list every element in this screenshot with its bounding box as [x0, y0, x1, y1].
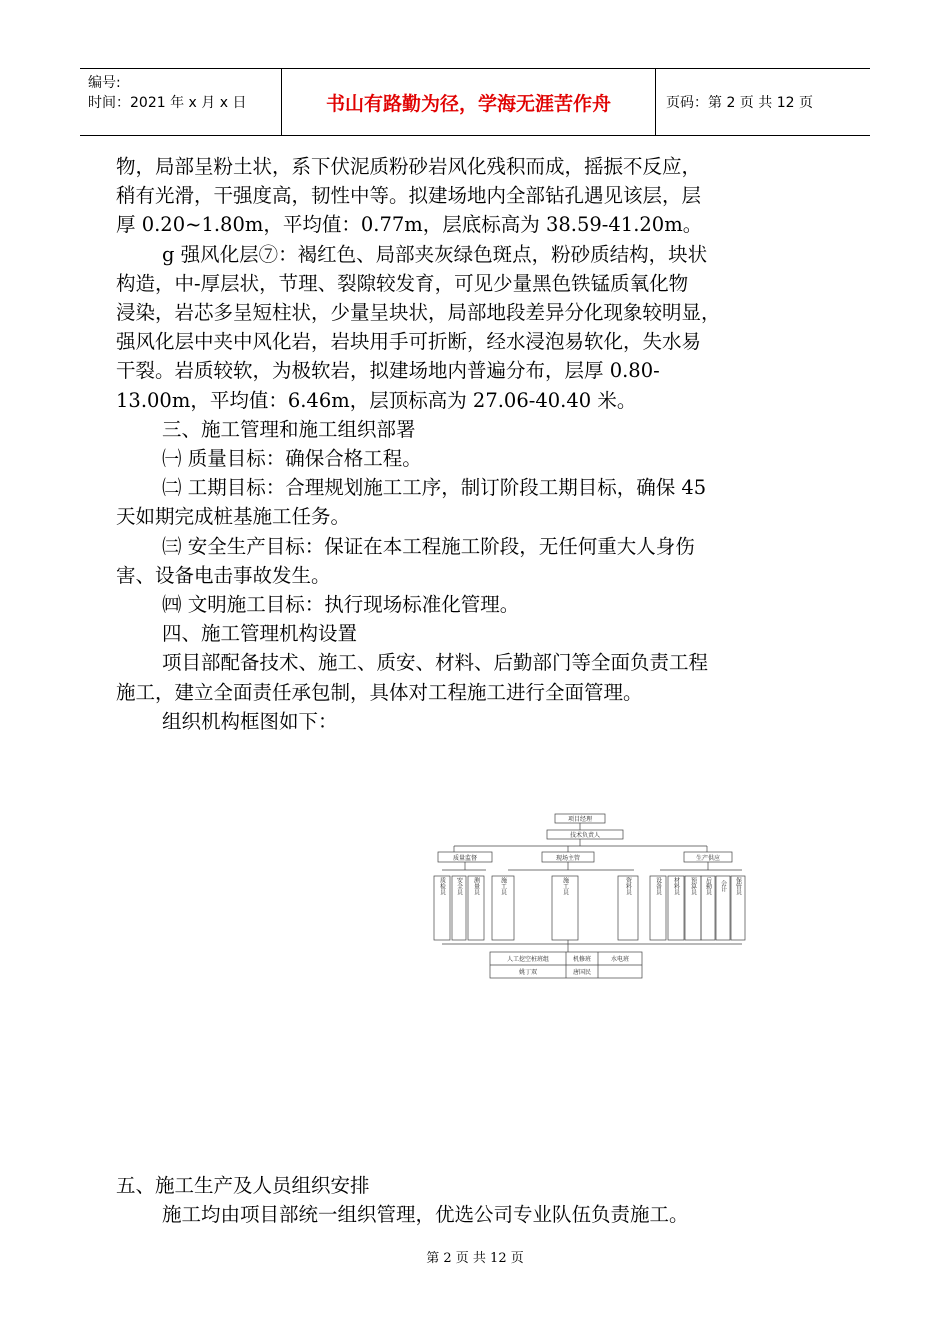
section-heading: 四、施工管理机构设置	[162, 622, 358, 646]
org-role-label: 测量员	[472, 877, 480, 895]
body-line: 物，局部呈粉土状，系下伏泥质粉砂岩风化残积而成，摇振不反应，	[116, 155, 702, 178]
org-group-label: 现场主管	[555, 855, 581, 862]
body-line: 构造，中-厚层状，节理、裂隙较发育，可见少量黑色铁锰质氧化物	[116, 271, 689, 295]
section-5-text: 施工均由项目部统一组织管理，优选公司专业队伍负责施工。	[162, 1203, 689, 1227]
doc-number: 编号:	[88, 75, 121, 91]
body-line: ㈣ 文明施工目标：执行现场标准化管理。	[162, 593, 520, 617]
org-second-label: 技术负责人	[569, 832, 601, 839]
org-role-label: 安全员	[455, 877, 463, 895]
header-meta	[80, 69, 282, 135]
org-role-label: 会计	[719, 880, 727, 892]
body-line: 害、设备电击事故发生。	[116, 563, 331, 587]
body-line: 厚 0.20~1.80m，平均值：0.77m，层底标高为 38.59-41.20m。	[116, 213, 703, 237]
org-role-label: 后勤员	[704, 877, 712, 895]
body-line: ㈡ 工期目标：合理规划施工工序，制订阶段工期目标，确保 45	[162, 476, 707, 500]
body-text	[116, 152, 838, 736]
body-line: 强风化层中夹中风化岩，岩块用手可折断，经水浸泡易软化，失水易	[116, 330, 702, 354]
org-team-leader: 唐国民	[572, 969, 592, 976]
org-role-label: 预算员	[689, 877, 697, 895]
org-team-label: 水电班	[610, 956, 630, 963]
org-role-label: 质检员	[438, 877, 446, 895]
body-line: 天如期完成桩基施工任务。	[116, 505, 351, 529]
org-role-label: 材料员	[672, 877, 680, 895]
section-5	[116, 1171, 838, 1229]
header-motto: 书山有路勤为径，学海无涯苦作舟	[282, 69, 656, 135]
page-header	[80, 68, 870, 136]
page-footer: 第 2 页 共 12 页	[426, 1251, 524, 1266]
section-heading: 三、施工管理和施工组织部署	[162, 417, 416, 441]
body-line: 干裂。岩质较软，为极软岩，拟建场地内普遍分布，层厚 0.80-	[116, 359, 660, 383]
body-line: 组织机构框图如下：	[162, 709, 338, 733]
org-role-label: 施工员	[499, 877, 507, 895]
org-role-label: 施工员	[561, 877, 569, 895]
body-line: g 强风化层⑦：褐红色、局部夹灰绿色斑点，粉砂质结构，块状	[162, 242, 708, 266]
body-line: ㈢ 安全生产目标：保证在本工程施工阶段，无任何重大人身伤	[162, 534, 695, 558]
body-line: 浸染，岩芯多呈短柱状，少量呈块状，局部地段差异分化现象较明显，	[116, 301, 721, 325]
doc-date: 时间：2021 年 x 月 x 日	[88, 95, 247, 111]
header-page-info: 页码：第 2 页 共 12 页	[666, 95, 813, 111]
org-group-label: 质量监督	[452, 855, 478, 862]
org-team-label: 人工挖空桩班组	[506, 956, 550, 963]
body-line: ㈠ 质量目标：确保合格工程。	[162, 447, 422, 471]
body-line: 项目部配备技术、施工、质安、材料、后勤部门等全面负责工程	[162, 651, 709, 675]
org-chart	[428, 808, 758, 984]
org-role-label: 资料员	[624, 877, 632, 895]
org-team-leader: 姚丁双	[518, 969, 538, 976]
body-line: 稍有光滑，干强度高，韧性中等。拟建场地内全部钻孔遇见该层，层	[116, 184, 702, 208]
org-group-label: 生产供应	[695, 855, 721, 862]
org-role-label: 保管员	[734, 877, 742, 895]
body-line: 施工，建立全面责任承包制，具体对工程施工进行全面管理。	[116, 680, 643, 704]
section-5-title: 五、施工生产及人员组织安排	[116, 1174, 370, 1197]
org-role-label: 设备员	[654, 877, 662, 895]
org-top-label: 项目经理	[567, 816, 593, 823]
body-line: 13.00m，平均值：6.46m，层顶标高为 27.06-40.40 米。	[116, 388, 637, 412]
org-team-label: 机修班	[572, 956, 592, 963]
